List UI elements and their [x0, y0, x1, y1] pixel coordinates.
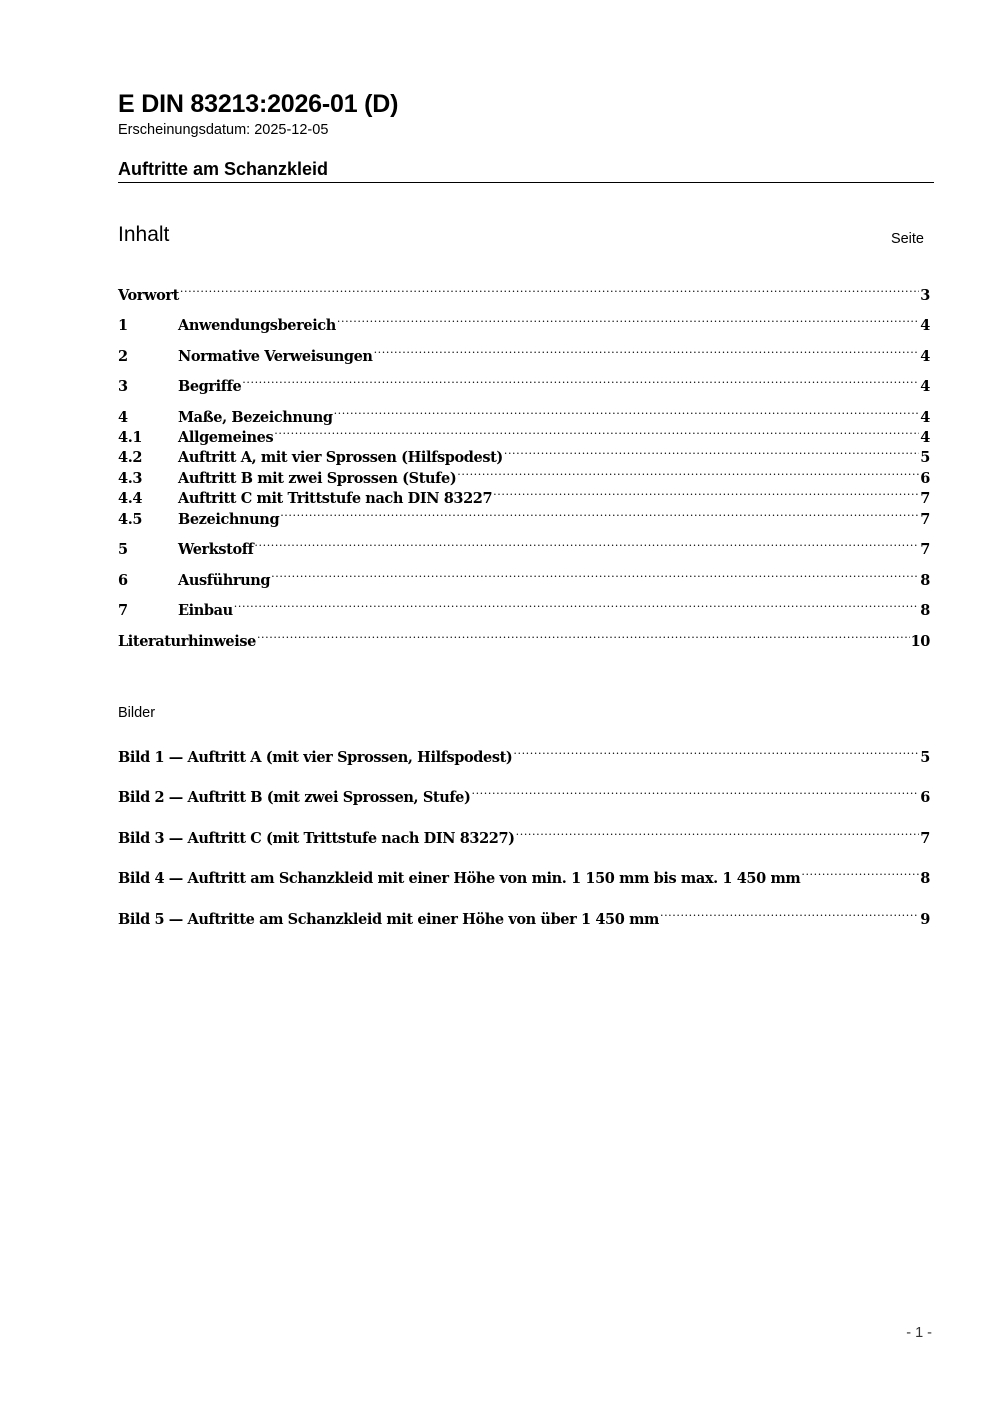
- toc-entry-number: 4.4: [118, 490, 143, 507]
- document-subject: Auftritte am Schanzkleid: [118, 159, 329, 179]
- figure-entry-5[interactable]: [118, 903, 930, 928]
- toc-dot-leader: [274, 421, 919, 442]
- toc-entry-page: 6: [920, 470, 930, 487]
- toc-entry-page: 4: [920, 429, 930, 446]
- toc-entry-number: 1: [118, 317, 128, 334]
- toc-entry-page: 7: [920, 511, 930, 528]
- figure-entry-page: 5: [920, 749, 930, 766]
- toc-dot-leader: [513, 741, 919, 762]
- toc-entry-literaturhinweise[interactable]: [118, 625, 930, 650]
- toc-entry-4-2[interactable]: [118, 441, 930, 466]
- toc-entry-number: 4.1: [118, 429, 143, 446]
- toc-dot-leader: [660, 903, 919, 924]
- toc-entry-4-3[interactable]: [118, 462, 930, 487]
- figure-entry-2[interactable]: [118, 781, 930, 806]
- toc-entry-title: Auftritt C mit Trittstufe nach DIN 83227: [178, 490, 493, 507]
- figure-entry-page: 9: [920, 911, 930, 928]
- toc-entry-number: 5: [118, 541, 128, 558]
- toc-entry-6[interactable]: [118, 564, 930, 589]
- toc-entry-vorwort[interactable]: [118, 279, 930, 304]
- toc-dot-leader: [471, 781, 919, 802]
- figure-entry-page: 8: [920, 870, 930, 887]
- figures-heading: Bilder: [118, 705, 156, 721]
- toc-entry-4-4[interactable]: [118, 482, 930, 507]
- toc-entry-number: 4.2: [118, 449, 143, 466]
- toc-entry-4-5[interactable]: [118, 503, 930, 528]
- figure-entry-title: Bild 2 — Auftritt B (mit zwei Sprossen, Stufe): [118, 789, 471, 806]
- toc-entry-page: 8: [920, 602, 930, 619]
- toc-dot-leader: [234, 594, 920, 615]
- toc-entry-2[interactable]: [118, 340, 930, 365]
- toc-dot-leader: [257, 625, 910, 646]
- toc-dot-leader: [374, 340, 920, 361]
- figure-entry-4[interactable]: [118, 862, 930, 887]
- figure-entry-title: Bild 1 — Auftritt A (mit vier Sprossen, Hilfspodest): [118, 749, 513, 766]
- toc-entry-title: Allgemeines: [178, 429, 274, 446]
- toc-entry-title: Literaturhinweise: [118, 633, 256, 650]
- toc-entry-title: Werkstoff: [178, 541, 254, 558]
- toc-dot-leader: [242, 370, 919, 391]
- toc-entry-number: 4.5: [118, 511, 143, 528]
- toc-entry-page: 4: [920, 409, 930, 426]
- toc-entry-number: 4: [118, 409, 128, 426]
- toc-entry-number: 4.3: [118, 470, 143, 487]
- figure-entry-3[interactable]: [118, 822, 930, 847]
- toc-entry-number: 3: [118, 378, 128, 395]
- toc-entry-3[interactable]: [118, 370, 930, 395]
- publication-date: Erscheinungsdatum: 2025-12-05: [118, 122, 329, 138]
- toc-entry-title: Begriffe: [178, 378, 242, 395]
- page-number: - 1 -: [906, 1325, 932, 1341]
- toc-dot-leader: [280, 503, 919, 524]
- toc-entry-page: 4: [920, 378, 930, 395]
- toc-entry-number: 7: [118, 602, 128, 619]
- toc-entry-page: 4: [920, 317, 930, 334]
- toc-entry-title: Anwendungsbereich: [178, 317, 336, 334]
- toc-entry-page: 5: [920, 449, 930, 466]
- toc-entry-5[interactable]: [118, 533, 930, 558]
- toc-entry-page: 4: [920, 348, 930, 365]
- figure-entry-1[interactable]: [118, 741, 930, 766]
- toc-dot-leader: [334, 401, 920, 422]
- document-number: E DIN 83213:2026-01 (D): [118, 90, 399, 118]
- toc-entry-number: 6: [118, 572, 128, 589]
- toc-dot-leader: [516, 822, 920, 843]
- toc-entry-page: 7: [920, 490, 930, 507]
- toc-dot-leader: [504, 441, 919, 462]
- toc-entry-page: 3: [920, 287, 930, 304]
- toc-entry-title: Vorwort: [118, 287, 179, 304]
- toc-dot-leader: [254, 533, 919, 554]
- toc-entry-title: Ausführung: [178, 572, 271, 589]
- header-divider: [118, 182, 934, 183]
- toc-entry-4-1[interactable]: [118, 421, 930, 446]
- toc-entry-title: Auftritt A, mit vier Sprossen (Hilfspodest): [178, 449, 503, 466]
- toc-dot-leader: [337, 309, 919, 330]
- toc-entry-title: Normative Verweisungen: [178, 348, 373, 365]
- toc-entry-4[interactable]: [118, 401, 930, 426]
- figure-entry-page: 6: [920, 789, 930, 806]
- toc-entry-7[interactable]: [118, 594, 930, 619]
- toc-entry-title: Einbau: [178, 602, 233, 619]
- figure-entry-title: Bild 4 — Auftritt am Schanzkleid mit einer Höhe von min. 1 150 mm bis max. 1 450 mm: [118, 870, 801, 887]
- toc-entry-page: 10: [910, 633, 930, 650]
- toc-dot-leader: [271, 564, 919, 585]
- figure-entry-title: Bild 5 — Auftritte am Schanzkleid mit einer Höhe von über 1 450 mm: [118, 911, 659, 928]
- toc-entry-title: Bezeichnung: [178, 511, 280, 528]
- toc-entry-page: 8: [920, 572, 930, 589]
- toc-entry-1[interactable]: [118, 309, 930, 334]
- figure-entry-title: Bild 3 — Auftritt C (mit Trittstufe nach DIN 83227): [118, 830, 515, 847]
- toc-entry-title: Auftritt B mit zwei Sprossen (Stufe): [178, 470, 457, 487]
- toc-entry-number: 2: [118, 348, 128, 365]
- toc-dot-leader: [180, 279, 919, 300]
- toc-dot-leader: [457, 462, 919, 483]
- toc-entry-title: Maße, Bezeichnung: [178, 409, 333, 426]
- page-column-label: Seite: [890, 231, 924, 247]
- toc-dot-leader: [801, 862, 919, 883]
- figure-entry-page: 7: [920, 830, 930, 847]
- toc-dot-leader: [493, 482, 919, 503]
- toc-heading: Inhalt: [118, 223, 170, 246]
- toc-entry-page: 7: [920, 541, 930, 558]
